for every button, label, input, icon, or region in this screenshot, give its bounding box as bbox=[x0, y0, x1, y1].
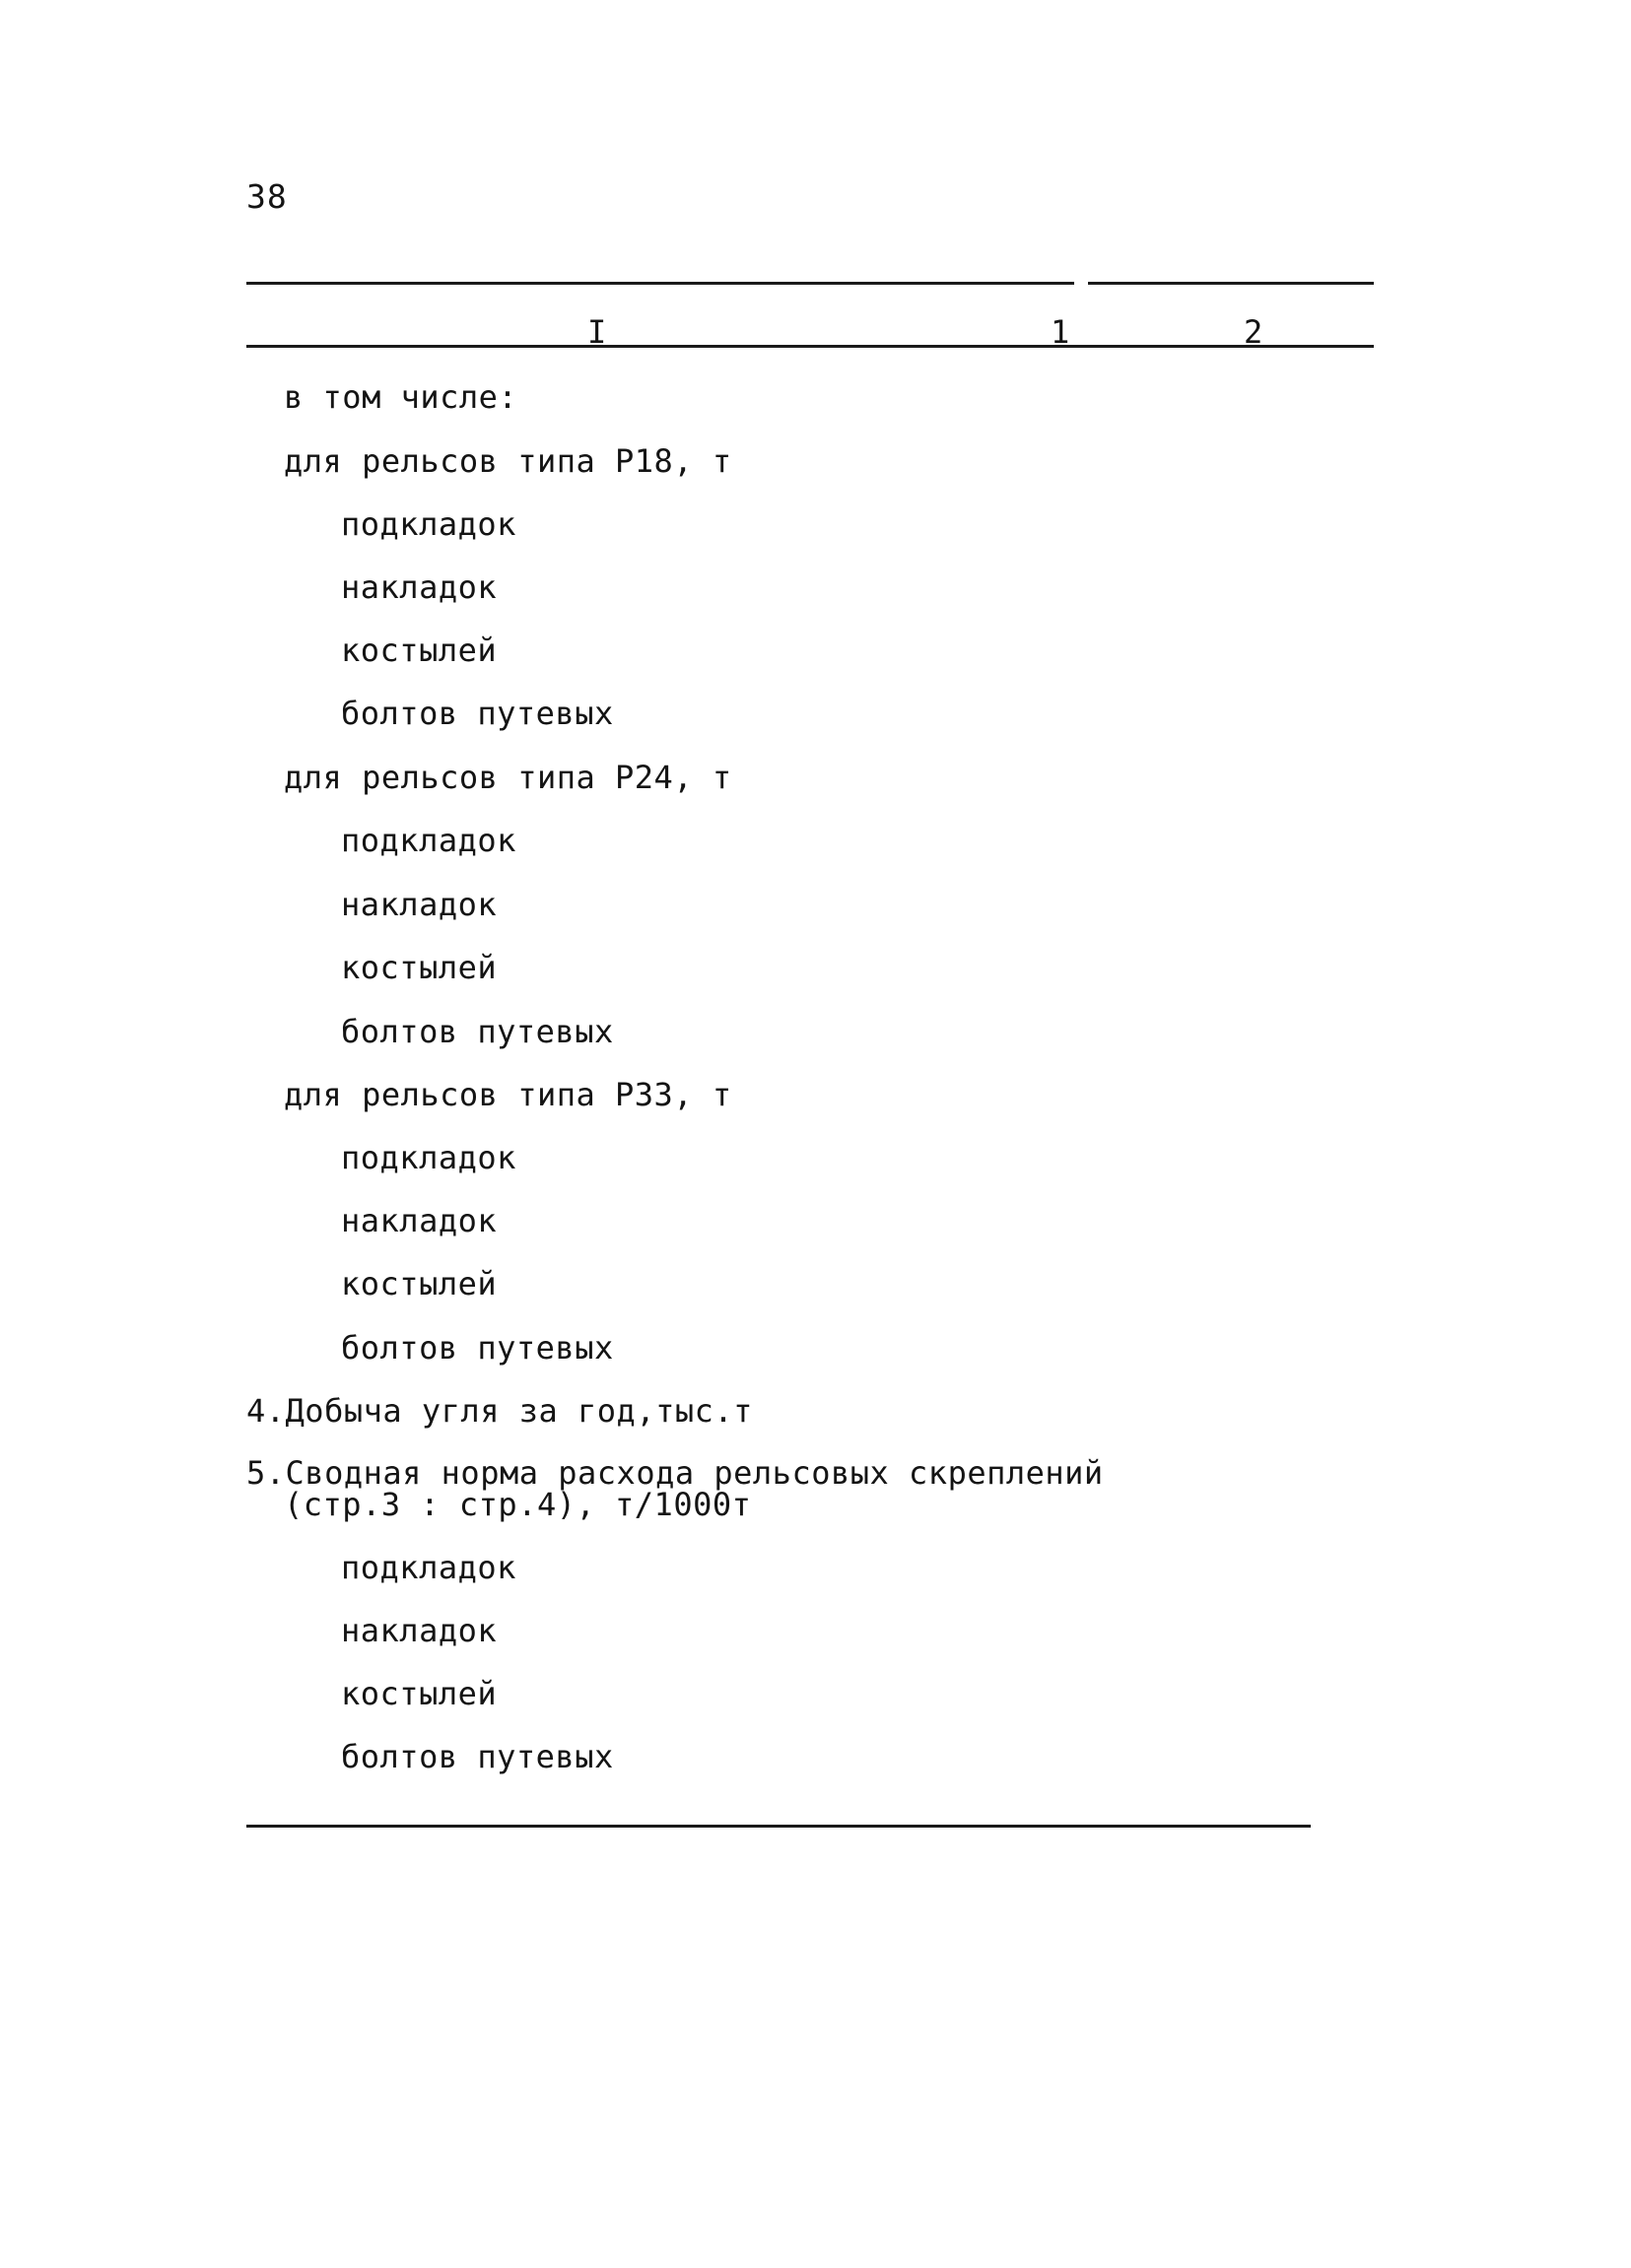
table-row: для рельсов типа Р18, т bbox=[284, 442, 732, 480]
column-header-2: 1 bbox=[1051, 313, 1070, 351]
table-row: костылей bbox=[341, 949, 498, 986]
column-header-1: I bbox=[587, 313, 607, 351]
table-header-rule bbox=[246, 345, 1374, 348]
table-row: накладок bbox=[341, 568, 498, 606]
table-row: в том числе: bbox=[284, 378, 518, 416]
table-row: болтов путевых bbox=[341, 1329, 614, 1367]
table-row: подкладок bbox=[341, 1139, 516, 1176]
column-header-3: 2 bbox=[1244, 313, 1263, 351]
table-row: накладок bbox=[341, 886, 498, 923]
table-row: накладок bbox=[341, 1202, 498, 1239]
table-row: для рельсов типа Р24, т bbox=[284, 759, 732, 796]
table-row: костылей bbox=[341, 1675, 498, 1712]
table-row: болтов путевых bbox=[341, 1013, 614, 1050]
table-row: подкладок bbox=[341, 505, 516, 543]
table-row: болтов путевых bbox=[341, 1738, 614, 1775]
table-top-rule-right bbox=[1088, 282, 1374, 285]
table-row: костылей bbox=[341, 632, 498, 669]
table-row: 4.Добыча угля за год,тыс.т bbox=[246, 1392, 753, 1430]
table-row: накладок bbox=[341, 1612, 498, 1649]
table-row: болтов путевых bbox=[341, 695, 614, 732]
table-row: для рельсов типа Р33, т bbox=[284, 1076, 732, 1113]
table-row: подкладок bbox=[341, 1549, 516, 1586]
table-bottom-rule bbox=[246, 1825, 1311, 1828]
table-top-rule-left bbox=[246, 282, 1074, 285]
page-number: 38 bbox=[246, 177, 288, 216]
table-row: 5.Сводная норма расхода рельсовых скреплений bbox=[246, 1454, 1104, 1492]
table-row: подкладок bbox=[341, 822, 516, 859]
table-row: (стр.3 : стр.4), т/1000т bbox=[284, 1486, 752, 1523]
table-row: костылей bbox=[341, 1265, 498, 1302]
